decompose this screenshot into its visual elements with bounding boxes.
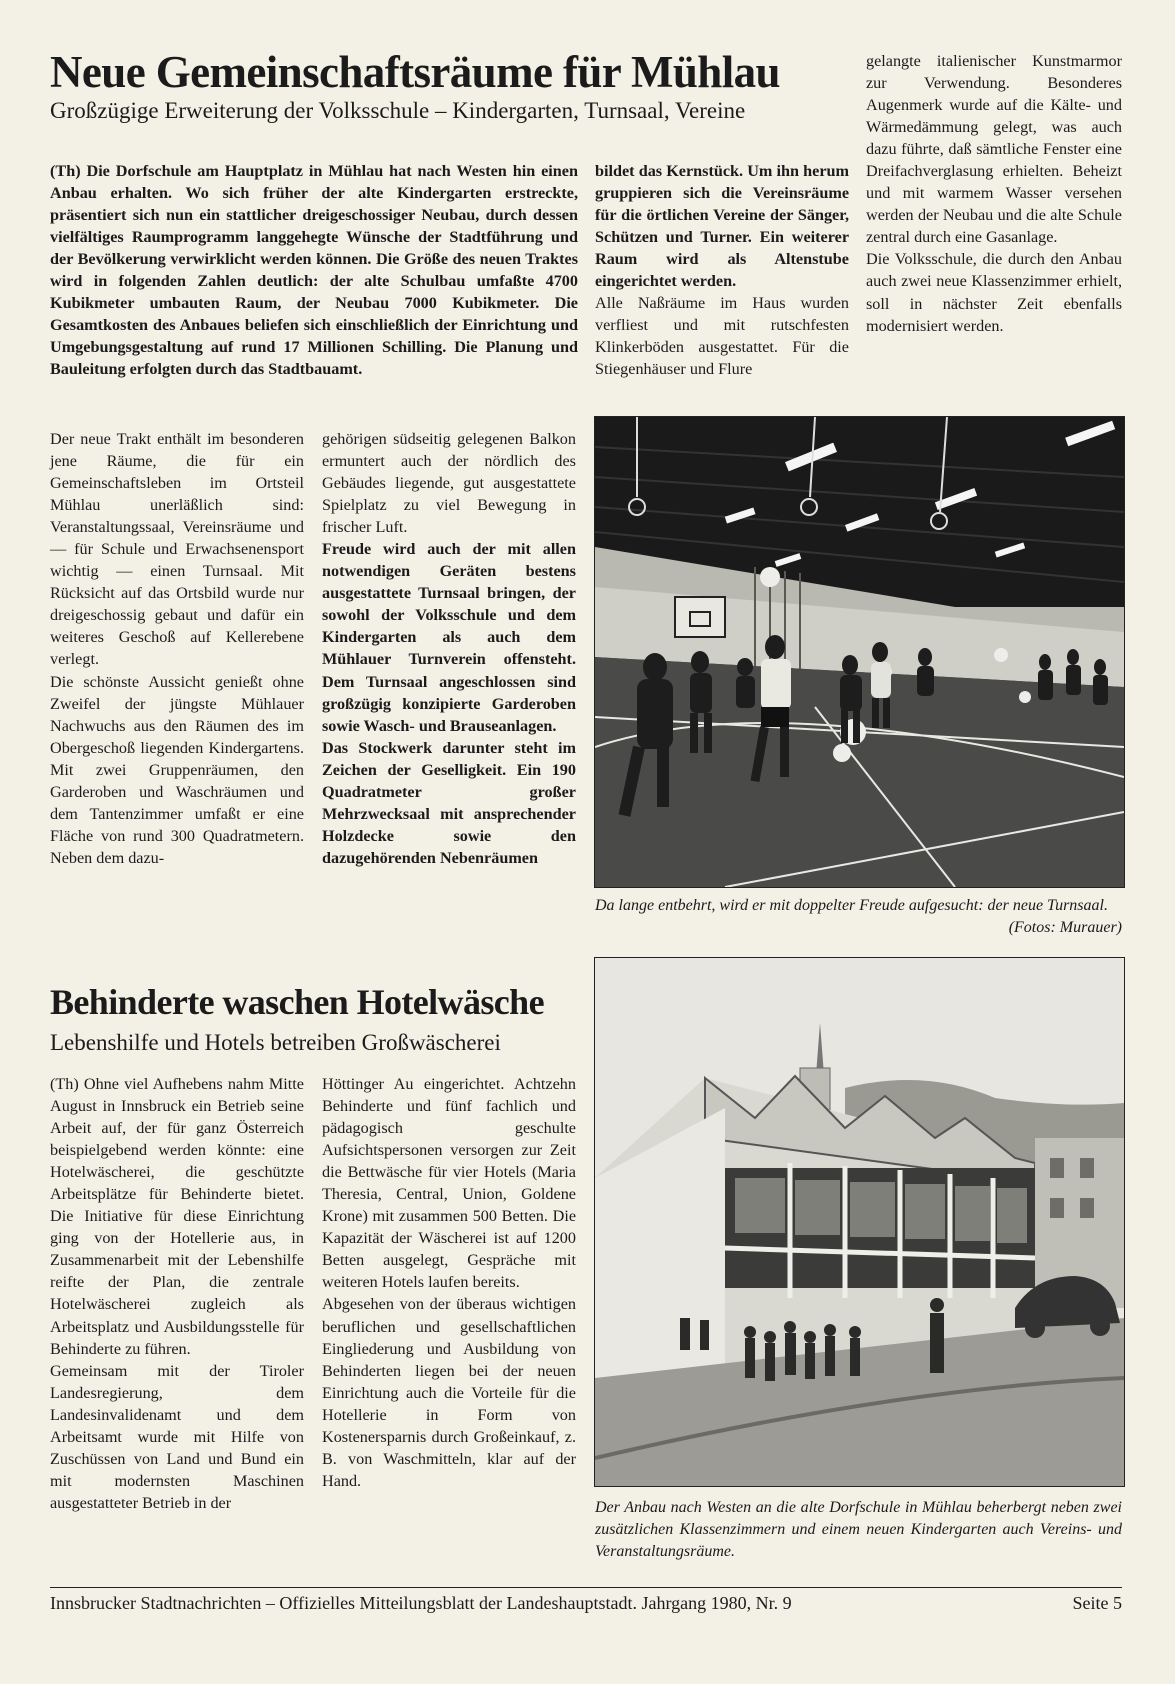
article-subtitle: Großzügige Erweiterung der Volksschule – Kindergarten, Turnsaal, Vereine	[50, 98, 746, 123]
footer-publication: Innsbrucker Stadtnachrichten – Offizielles Mitteilungsblatt der Landeshauptstadt. Jahrgang 1980, Nr. 9	[50, 1593, 792, 1613]
article-column-right-top: gelangte italienischer Kunstmarmor zur Verwendung. Besonderes Augenmerk wurde auf die Kälte- und Wärmedämmung gelegt, was auch dazu führte, daß sämtliche Fenster eine Dreifachverglasung erhielten. Beheizt und mit warmem Wasser versehen werden der Neubau und die alte Schule zentral durch eine Gasanlage. Die Volksschule, die durch den Anbau auch zwei neue Klassenzimmer erhielt, soll in nächster Zeit ebenfalls modernisiert werden.	[866, 52, 1122, 335]
article2-column-mid: Höttinger Au eingerichtet. Achtzehn Behinderte und fünf fachlich und pädagogisch geschulte Aufsichtspersonen versorgen zur Zeit die Bettwäsche für vier Hotels (Maria Theresia, Central, Union, Goldene Krone) mit zusammen 500 Betten. Die Kapazität der Wäscherei ist auf 1200 Betten ausgelegt, Gespräche mit weiteren Hotels laufen bereits. Abgesehen von der überaus wichtigen beruflichen und gesellschaftlichen Eingliederung und Ausbildung von Behinderten liegen bei der neuen Einrichtung auch die Vorteile für die Hotellerie in Form von Kostenersparnis durch Großeinkauf, z. B. von Waschmitteln, klar auf der Hand.	[322, 1075, 576, 1490]
footer-page-number: Seite 5	[1072, 1593, 1122, 1613]
gym-photo	[594, 416, 1125, 888]
article2-subtitle: Lebenshilfe und Hotels betreiben Großwäscherei	[50, 1030, 501, 1055]
article-column-left: Der neue Trakt enthält im besonderen jene Räume, die für ein Gemeinschaftsleben im Ortsteil Mühlau unerläßlich sind: Veranstaltungssaal, Vereinsräume und — für Schule und Erwachsenensport wichtig — einen Turnsaal. Mit Rücksicht auf das Ortsbild wurde nur dreigeschossig gebaut und dafür ein weiteres Geschoß auf Kellerebene verlegt. Die schönste Aussicht genießt ohne Zweifel der jüngste Mühlauer Nachwuchs aus den Räumen des im Obergeschoß liegenden Kindergartens. Mit zwei Gruppenräumen, den Garderoben und Waschräumen und dem Tantenzimmer umfaßt er eine Fläche von rund 300 Quadratmetern. Neben dem dazu-	[50, 430, 304, 867]
photo-credit: (Fotos: Murauer)	[1008, 919, 1122, 936]
article-column-mid-top: bildet das Kernstück. Um ihn herum gruppieren sich die Vereinsräume für die örtlichen Vereine der Sänger, Schützen und Turner. Ein weiterer Raum wird als Altenstube eingerichtet werden. Alle Naßräume im Haus wurden verfliest und mit rutschfesten Klinkerböden ausgestattet. Für die Stiegenhäuser und Flure	[595, 162, 849, 379]
gym-photo-caption: Da lange entbehrt, wird er mit doppelter Freude aufgesucht: der neue Turnsaal. (Fotos: Murauer)	[595, 895, 1122, 939]
page-footer	[50, 1587, 1122, 1615]
article-title: Neue Gemeinschaftsräume für Mühlau	[50, 47, 780, 97]
school-building-photo-caption: Der Anbau nach Westen an die alte Dorfschule in Mühlau beherbergt neben zwei zusätzlichen Klassenzimmern und einem neuen Kindergarten auch Vereins- und Veranstaltungsräume.	[595, 1499, 1122, 1560]
article2-column-left: (Th) Ohne viel Aufhebens nahm Mitte August in Innsbruck ein Betrieb seine Arbeit auf, der für ganz Österreich beispielgebend werden könnte: eine Hotelwäscherei, die geschützte Arbeitsplätze für Behinderte bietet. Die Initiative für diese Einrichtung ging von der Hotellerie aus, in Zusammenarbeit mit der Lebenshilfe reifte der Plan, die zentrale Hotelwäscherei zugleich als Arbeitsplatz und Ausbildungsstelle für Behinderte zu führen. Gemeinsam mit der Tiroler Landesregierung, dem Landesinvalidenamt und dem Arbeitsamt wurde mit Hilfe von Zuschüssen von Land und Bund ein mit modernsten Maschinen ausgestatteter Betrieb in der	[50, 1075, 304, 1512]
school-building-photo	[594, 957, 1125, 1487]
article-column-mid: gehörigen südseitig gelegenen Balkon ermuntert auch der nördlich des Gebäudes liegende, gut ausgestattete Spielplatz zu viel Bewegung in frischer Luft. Freude wird auch der mit allen notwendigen Geräten bestens ausgestattete Turnsaal bringen, der sowohl der Volksschule und dem Kindergarten als auch dem Mühlauer Turnverein offensteht. Dem Turnsaal angeschlossen sind großzügig konzipierte Garderoben sowie Wasch- und Brauseanlagen. Das Stockwerk darunter steht im Zeichen der Geselligkeit. Ein 190 Quadratmeter großer Mehrzwecksaal mit ansprechender Holzdecke sowie den dazugehörenden Nebenräumen	[322, 430, 576, 867]
article2-title: Behinderte waschen Hotelwäsche	[50, 982, 544, 1022]
article-lead: (Th) Die Dorfschule am Hauptplatz in Mühlau hat nach Westen hin einen Anbau erhalten. Wo sich früher der alte Kindergarten erstreckte, präsentiert sich nun ein stattlicher dreigeschossiger Neubau, durch dessen vielfältiges Raumprogramm langgehegte Wünsche der Stadtführung und der Bevölkerung verwirklicht werden können. Die Größe des neuen Traktes wird in folgenden Zahlen deutlich: der alte Schulbau umfaßte 4700 Kubikmeter umbauten Raum, der Neubau 7000 Kubikmeter. Die Gesamtkosten des Anbaues beliefen sich einschließlich der Einrichtung und Umgebungsgestaltung auf rund 17 Millionen Schilling. Die Planung und Bauleitung erfolgten durch das Stadtbauamt.	[50, 162, 578, 379]
